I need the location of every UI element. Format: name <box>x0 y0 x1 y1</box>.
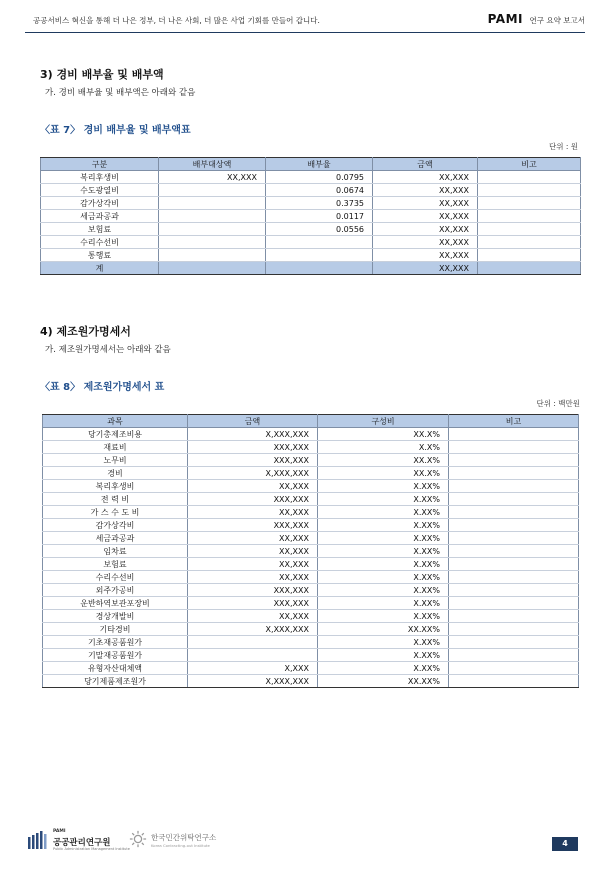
table-cell: 당기총제조비용 <box>43 428 188 441</box>
table-cell: XX,XXX <box>373 171 478 184</box>
table-cell <box>449 519 579 532</box>
table-row <box>41 249 581 262</box>
table-cell: XX,XXX <box>188 480 318 493</box>
table-row <box>43 506 579 519</box>
table-cell <box>449 675 579 688</box>
table7-header-row <box>41 158 581 171</box>
table-cell <box>449 493 579 506</box>
table-cell: XX,XXX <box>373 249 478 262</box>
table-cell: X,XXX,XXX <box>188 623 318 636</box>
table-cell <box>449 649 579 662</box>
header-brand: PAMI <box>487 12 523 26</box>
table-cell <box>266 249 373 262</box>
table-row <box>43 610 579 623</box>
table-cell: XX,XXX <box>373 262 478 275</box>
table-cell <box>449 636 579 649</box>
column-header: 구분 <box>41 158 159 171</box>
table-cell: X.XX% <box>318 558 449 571</box>
table-cell <box>478 171 581 184</box>
table8-header-row <box>43 415 579 428</box>
table-cell: X.XX% <box>318 493 449 506</box>
table-cell: XXX,XXX <box>188 519 318 532</box>
table-cell: X,XXX <box>188 662 318 675</box>
table-cell: X.XX% <box>318 597 449 610</box>
table-cell <box>449 454 579 467</box>
table-cell: 기타경비 <box>43 623 188 636</box>
table-row <box>43 493 579 506</box>
table-cell <box>478 262 581 275</box>
table-cell: X.XX% <box>318 649 449 662</box>
table-cell <box>449 506 579 519</box>
header-divider <box>25 32 585 33</box>
table-cell: 0.0795 <box>266 171 373 184</box>
table-row <box>43 519 579 532</box>
pami-logo-mark <box>28 831 48 849</box>
table-row <box>43 441 579 454</box>
table-row <box>43 558 579 571</box>
table8 <box>42 414 579 688</box>
column-header: 비고 <box>449 415 579 428</box>
table-cell: XX,XXX <box>373 223 478 236</box>
table-row <box>41 171 581 184</box>
table8-unit: 단위 : 백만원 <box>536 399 580 408</box>
table7-title: 〈표 7〉 경비 배부율 및 배부액표 <box>40 125 191 136</box>
table-row <box>43 662 579 675</box>
table8-title: 〈표 8〉 제조원가명세서 표 <box>40 382 165 393</box>
table-cell <box>266 236 373 249</box>
table-cell: 0.0674 <box>266 184 373 197</box>
table-cell <box>449 571 579 584</box>
table-cell: 0.0117 <box>266 210 373 223</box>
table-cell: 유형자산대체액 <box>43 662 188 675</box>
table-cell: XX,XXX <box>373 210 478 223</box>
table-cell <box>188 649 318 662</box>
table-cell: XX,XXX <box>188 506 318 519</box>
table-cell: X,XXX,XXX <box>188 467 318 480</box>
table-cell <box>159 223 266 236</box>
table-cell <box>449 532 579 545</box>
table-cell: 기초재공품원가 <box>43 636 188 649</box>
table-cell <box>449 610 579 623</box>
table-row <box>41 184 581 197</box>
table-cell: 기말재공품원가 <box>43 649 188 662</box>
section3-subtitle: 가. 경비 배부율 및 배부액은 아래와 같음 <box>45 88 196 98</box>
table-cell: X.XX% <box>318 571 449 584</box>
table-cell <box>449 545 579 558</box>
table-row <box>41 223 581 236</box>
pami-logo-tagline: Public Administration Management Institute <box>53 847 130 851</box>
table-row <box>41 236 581 249</box>
table-cell: X.XX% <box>318 636 449 649</box>
table-cell: 수리수선비 <box>41 236 159 249</box>
table-cell: XX.X% <box>318 428 449 441</box>
table-cell: XX,XXX <box>373 236 478 249</box>
table-cell: X.XX% <box>318 506 449 519</box>
table-cell: 0.0556 <box>266 223 373 236</box>
table-row <box>43 467 579 480</box>
table-cell: 감가상각비 <box>43 519 188 532</box>
table-cell <box>159 262 266 275</box>
table-row <box>41 262 581 275</box>
table-row <box>43 636 579 649</box>
table-cell: XX.X% <box>318 454 449 467</box>
table-cell: XX,XXX <box>188 610 318 623</box>
table-cell <box>449 428 579 441</box>
table-row <box>43 454 579 467</box>
table-cell: XX.XX% <box>318 623 449 636</box>
table-cell: X,XXX,XXX <box>188 428 318 441</box>
table-row <box>43 480 579 493</box>
table-cell <box>449 467 579 480</box>
column-header: 구성비 <box>318 415 449 428</box>
table-cell <box>449 558 579 571</box>
table-cell: XX,XXX <box>188 532 318 545</box>
table-cell <box>159 197 266 210</box>
table-cell: 0.3735 <box>266 197 373 210</box>
page-footer <box>25 828 585 858</box>
table-cell: XX,XXX <box>373 184 478 197</box>
table-cell: XXX,XXX <box>188 597 318 610</box>
header-slogan: 공공서비스 혁신을 통해 더 나은 정부, 더 나은 사회, 더 많은 사업 기회를 만들어 갑니다. <box>33 16 320 25</box>
table-cell: 외주가공비 <box>43 584 188 597</box>
kci-logo-name: 한국민간위탁연구소 <box>151 833 217 842</box>
section4-subtitle: 가. 제조원가명세서는 아래와 같음 <box>45 345 171 355</box>
table-row <box>43 532 579 545</box>
table-cell: 수리수선비 <box>43 571 188 584</box>
column-header: 배부율 <box>266 158 373 171</box>
section3-title: 3) 경비 배부율 및 배부액 <box>40 68 164 81</box>
table-cell <box>478 197 581 210</box>
table-cell: X,XXX,XXX <box>188 675 318 688</box>
table-cell: X.XX% <box>318 584 449 597</box>
table-row <box>43 597 579 610</box>
table-cell: 노무비 <box>43 454 188 467</box>
kci-logo-tagline: Korea Contracting-out Institute <box>151 843 210 848</box>
table-cell: XXX,XXX <box>188 584 318 597</box>
table-cell: 가 스 수 도 비 <box>43 506 188 519</box>
kci-logo <box>129 828 249 854</box>
table-cell: XX.XX% <box>318 675 449 688</box>
table-cell <box>449 662 579 675</box>
table-cell: 보험료 <box>43 558 188 571</box>
table-cell: 통행료 <box>41 249 159 262</box>
section4-title: 4) 제조원가명세서 <box>40 325 131 338</box>
table-cell: 운반하역보관포장비 <box>43 597 188 610</box>
table-row <box>43 428 579 441</box>
table-row <box>43 571 579 584</box>
table-cell <box>159 236 266 249</box>
column-header: 과목 <box>43 415 188 428</box>
table-cell <box>478 210 581 223</box>
table-cell: XXX,XXX <box>188 454 318 467</box>
table-cell: 보험료 <box>41 223 159 236</box>
table-row <box>43 623 579 636</box>
pami-logo-name: 공공관리연구원 <box>53 838 111 848</box>
table-cell: 수도광열비 <box>41 184 159 197</box>
table-cell <box>449 441 579 454</box>
header-report-label: 연구 요약 보고서 <box>529 16 585 25</box>
table-cell <box>159 210 266 223</box>
table-cell: XXX,XXX <box>188 493 318 506</box>
table7-unit: 단위 : 원 <box>548 142 578 151</box>
table-cell: 재료비 <box>43 441 188 454</box>
table-cell: 임차료 <box>43 545 188 558</box>
table-cell <box>159 249 266 262</box>
table-cell <box>478 249 581 262</box>
gear-icon <box>129 830 147 848</box>
table-cell: 세금과공과 <box>41 210 159 223</box>
pami-logo <box>25 828 130 854</box>
table-row <box>43 675 579 688</box>
table-cell: XX,XXX <box>188 571 318 584</box>
table-cell: 감가상각비 <box>41 197 159 210</box>
table-cell: X.XX% <box>318 532 449 545</box>
table-cell: X.XX% <box>318 545 449 558</box>
table-row <box>41 197 581 210</box>
table-cell: X.X% <box>318 441 449 454</box>
table-row <box>43 545 579 558</box>
table-cell: XX,XXX <box>159 171 266 184</box>
table-cell: 경상개발비 <box>43 610 188 623</box>
table-cell: X.XX% <box>318 519 449 532</box>
table-cell <box>478 184 581 197</box>
table-cell <box>478 223 581 236</box>
table-cell <box>159 184 266 197</box>
table-cell: 전 력 비 <box>43 493 188 506</box>
table-cell: X.XX% <box>318 480 449 493</box>
table-cell <box>188 636 318 649</box>
pami-logo-small: PAMI <box>53 829 66 834</box>
table-row <box>41 210 581 223</box>
table-cell: 당기제품제조원가 <box>43 675 188 688</box>
table-cell <box>478 236 581 249</box>
table-cell: 계 <box>41 262 159 275</box>
table-cell: X.XX% <box>318 610 449 623</box>
table-cell <box>449 623 579 636</box>
table-cell: XX.X% <box>318 467 449 480</box>
table-cell: XX,XXX <box>188 558 318 571</box>
table-cell: 복리후생비 <box>41 171 159 184</box>
table-cell: X.XX% <box>318 662 449 675</box>
table-cell <box>449 584 579 597</box>
table-cell: XX,XXX <box>373 197 478 210</box>
table-cell: 복리후생비 <box>43 480 188 493</box>
table7 <box>40 157 581 275</box>
table-cell: 세금과공과 <box>43 532 188 545</box>
table-cell <box>449 480 579 493</box>
column-header: 배부대상액 <box>159 158 266 171</box>
column-header: 금액 <box>373 158 478 171</box>
table-cell: XX,XXX <box>188 545 318 558</box>
column-header: 비고 <box>478 158 581 171</box>
page-header <box>25 12 585 30</box>
table-cell: XXX,XXX <box>188 441 318 454</box>
column-header: 금액 <box>188 415 318 428</box>
table-cell <box>449 597 579 610</box>
table-cell <box>266 262 373 275</box>
table-row <box>43 584 579 597</box>
table-row <box>43 649 579 662</box>
table-cell: 경비 <box>43 467 188 480</box>
page-number: 4 <box>552 837 578 851</box>
